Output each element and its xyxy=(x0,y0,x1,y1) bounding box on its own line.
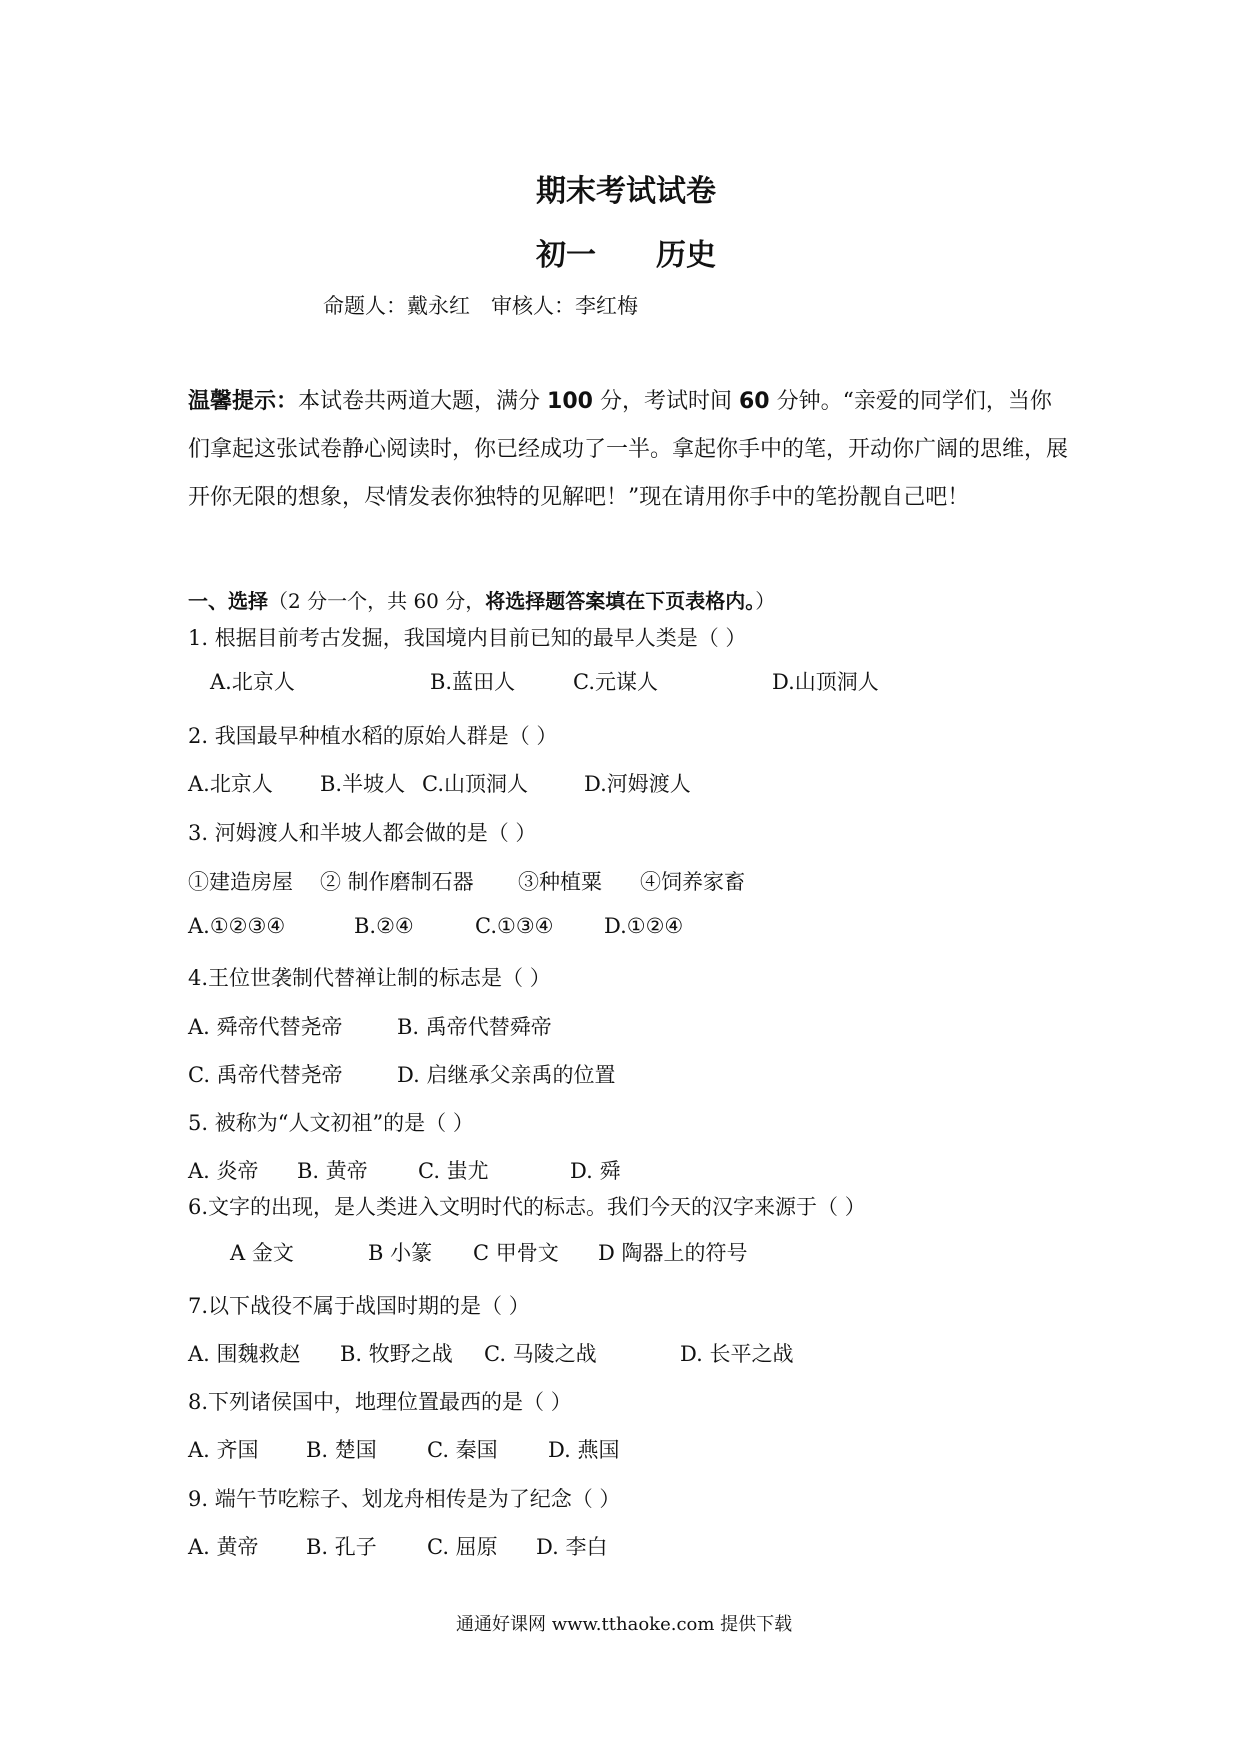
option-d: D. 舜 xyxy=(570,1159,621,1183)
option-c: C. 马陵之战 xyxy=(484,1342,597,1366)
section-heading xyxy=(188,585,775,614)
footer-credit: 通通好课网 www.tthaoke.com 提供下载 xyxy=(456,1614,793,1635)
option-b: B. 黄帝 xyxy=(297,1159,368,1183)
statement-3: ③种植粟 xyxy=(518,870,602,894)
grade-label: 初一 xyxy=(536,238,596,273)
section-title: 一、选择 xyxy=(188,589,268,613)
option-c: C.①③④ xyxy=(475,914,554,938)
option-c: C. 秦国 xyxy=(427,1438,498,1462)
tip-text: 分钟。“亲爱的同学们，当你们拿起这张试卷静心阅读时，你已经成功了一半。拿起你手中的笔，开动你广阔的思维，展开你无限的想象，尽情发表你独特的见解吧！”现在请用你手中的笔扮靓自己吧！ xyxy=(188,389,1069,510)
tip-score: 100 xyxy=(547,389,593,414)
question-2: 2. 我国最早种植水稻的原始人群是（ ） xyxy=(188,724,558,748)
option-c: C. 屈原 xyxy=(427,1535,498,1559)
question-6: 6.文字的出现，是人类进入文明时代的标志。我们今天的汉字来源于（ ） xyxy=(188,1195,866,1219)
question-9: 9. 端午节吃粽子、划龙舟相传是为了纪念（ ） xyxy=(188,1487,621,1511)
option-c: C.元谋人 xyxy=(573,670,658,694)
option-d: D. 启继承父亲禹的位置 xyxy=(397,1063,616,1087)
option-a: A 金文 xyxy=(230,1241,294,1265)
exam-authors: 命题人：戴永红 审核人：李红梅 xyxy=(323,294,638,318)
option-a: A.北京人 xyxy=(188,772,273,796)
option-d: D.河姆渡人 xyxy=(584,772,691,796)
statement-4: ④饲养家畜 xyxy=(640,870,745,894)
option-a: A. 黄帝 xyxy=(188,1535,259,1559)
option-a: A. 围魏救赵 xyxy=(188,1342,301,1366)
tip-text: 分，考试时间 xyxy=(592,389,739,414)
section-note: （2 分一个，共 60 分， xyxy=(268,589,486,613)
option-c: C 甲骨文 xyxy=(473,1241,559,1265)
exam-title: 期末考试试卷 xyxy=(536,174,716,209)
warm-tip xyxy=(188,378,1068,522)
option-d: D. 燕国 xyxy=(548,1438,620,1462)
subject-label: 历史 xyxy=(656,238,716,273)
option-b: B. 禹帝代替舜帝 xyxy=(397,1015,552,1039)
question-8: 8.下列诸侯国中，地理位置最西的是（ ） xyxy=(188,1390,572,1414)
question-7: 7.以下战役不属于战国时期的是（ ） xyxy=(188,1294,530,1318)
question-3: 3. 河姆渡人和半坡人都会做的是（ ） xyxy=(188,821,537,845)
question-4: 4.王位世袭制代替禅让制的标志是（ ） xyxy=(188,966,551,990)
section-instruction: 将选择题答案填在下页表格内。 xyxy=(485,589,756,613)
statement-2: ② 制作磨制石器 xyxy=(320,870,474,894)
option-d: D.山顶洞人 xyxy=(772,670,879,694)
statement-1: ①建造房屋 xyxy=(188,870,293,894)
option-b: B.②④ xyxy=(354,914,414,938)
option-a: A.北京人 xyxy=(210,670,295,694)
option-b: B. 孔子 xyxy=(306,1535,377,1559)
tip-label: 温馨提示： xyxy=(188,389,299,414)
option-d: D. 长平之战 xyxy=(680,1342,794,1366)
option-a: A. 舜帝代替尧帝 xyxy=(188,1015,343,1039)
option-c: C. 蚩尤 xyxy=(418,1159,489,1183)
option-a: A. 齐国 xyxy=(188,1438,259,1462)
option-b: B 小篆 xyxy=(368,1241,433,1265)
tip-text: 本试卷共两道大题，满分 xyxy=(298,389,548,414)
option-d: D 陶器上的符号 xyxy=(598,1241,748,1265)
option-d: D. 李白 xyxy=(536,1535,608,1559)
exam-subtitle xyxy=(536,230,716,274)
option-a: A.①②③④ xyxy=(188,914,286,938)
question-5: 5. 被称为“人文初祖”的是（ ） xyxy=(188,1111,474,1135)
option-d: D.①②④ xyxy=(604,914,684,938)
option-b: B.蓝田人 xyxy=(430,670,516,694)
option-b: B.半坡人 xyxy=(320,772,406,796)
option-b: B. 楚国 xyxy=(306,1438,377,1462)
option-c: C. 禹帝代替尧帝 xyxy=(188,1063,343,1087)
question-1: 1. 根据目前考古发掘，我国境内目前已知的最早人类是（ ） xyxy=(188,626,747,650)
section-close: ） xyxy=(755,589,776,613)
option-c: C.山顶洞人 xyxy=(422,772,528,796)
option-a: A. 炎帝 xyxy=(188,1159,259,1183)
tip-minutes: 60 xyxy=(738,389,770,414)
option-b: B. 牧野之战 xyxy=(340,1342,453,1366)
